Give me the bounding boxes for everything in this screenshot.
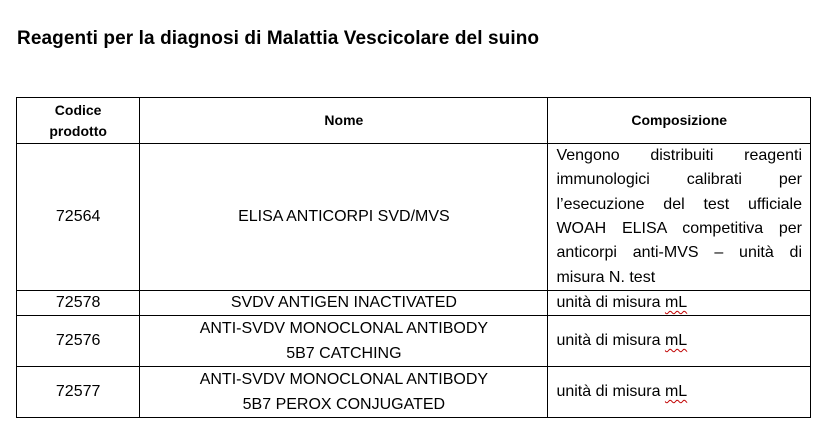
cell-code: 72564	[17, 144, 140, 291]
unit-text: mL	[664, 383, 688, 400]
page-title: Reagenti per la diagnosi di Malattia Vescicolare del suino	[17, 28, 540, 49]
cell-composition	[548, 291, 811, 316]
composition-text: unità di misura	[556, 294, 665, 311]
table-row	[17, 316, 811, 367]
composition-text: unità di misura	[556, 332, 665, 349]
name-line1: ANTI-SVDV MONOCLONAL ANTIBODY	[199, 320, 489, 337]
cell-code: 72578	[17, 291, 140, 316]
table-header-row	[17, 98, 811, 144]
table-row	[17, 367, 811, 418]
header-code	[17, 98, 140, 144]
table-row	[17, 144, 811, 291]
cell-name: ELISA ANTICORPI SVD/MVS	[140, 144, 548, 291]
cell-composition	[548, 367, 811, 418]
reagents-table	[16, 97, 811, 418]
cell-code: 72576	[17, 316, 140, 367]
name-line2: 5B7 PEROX CONJUGATED	[242, 396, 446, 413]
name-line1: ANTI-SVDV MONOCLONAL ANTIBODY	[199, 371, 489, 388]
header-composition: Composizione	[548, 98, 811, 144]
cell-name: SVDV ANTIGEN INACTIVATED	[140, 291, 548, 316]
cell-code: 72577	[17, 367, 140, 418]
header-code-line2: prodotto	[49, 122, 107, 139]
cell-composition	[548, 316, 811, 367]
table-row	[17, 291, 811, 316]
unit-text: mL	[664, 332, 688, 349]
cell-composition: Vengono distribuiti reagenti immunologici calibrati per l’esecuzione del test ufficiale WOAH ELISA competitiva per anticorpi anti-MVS – unità di misura N. test	[548, 144, 811, 291]
header-code-line1: Codice	[54, 101, 102, 118]
cell-name	[140, 367, 548, 418]
composition-text: unità di misura	[556, 383, 665, 400]
cell-name	[140, 316, 548, 367]
unit-text: mL	[664, 294, 688, 311]
name-line2: 5B7 CATCHING	[286, 345, 402, 362]
header-name: Nome	[140, 98, 548, 144]
